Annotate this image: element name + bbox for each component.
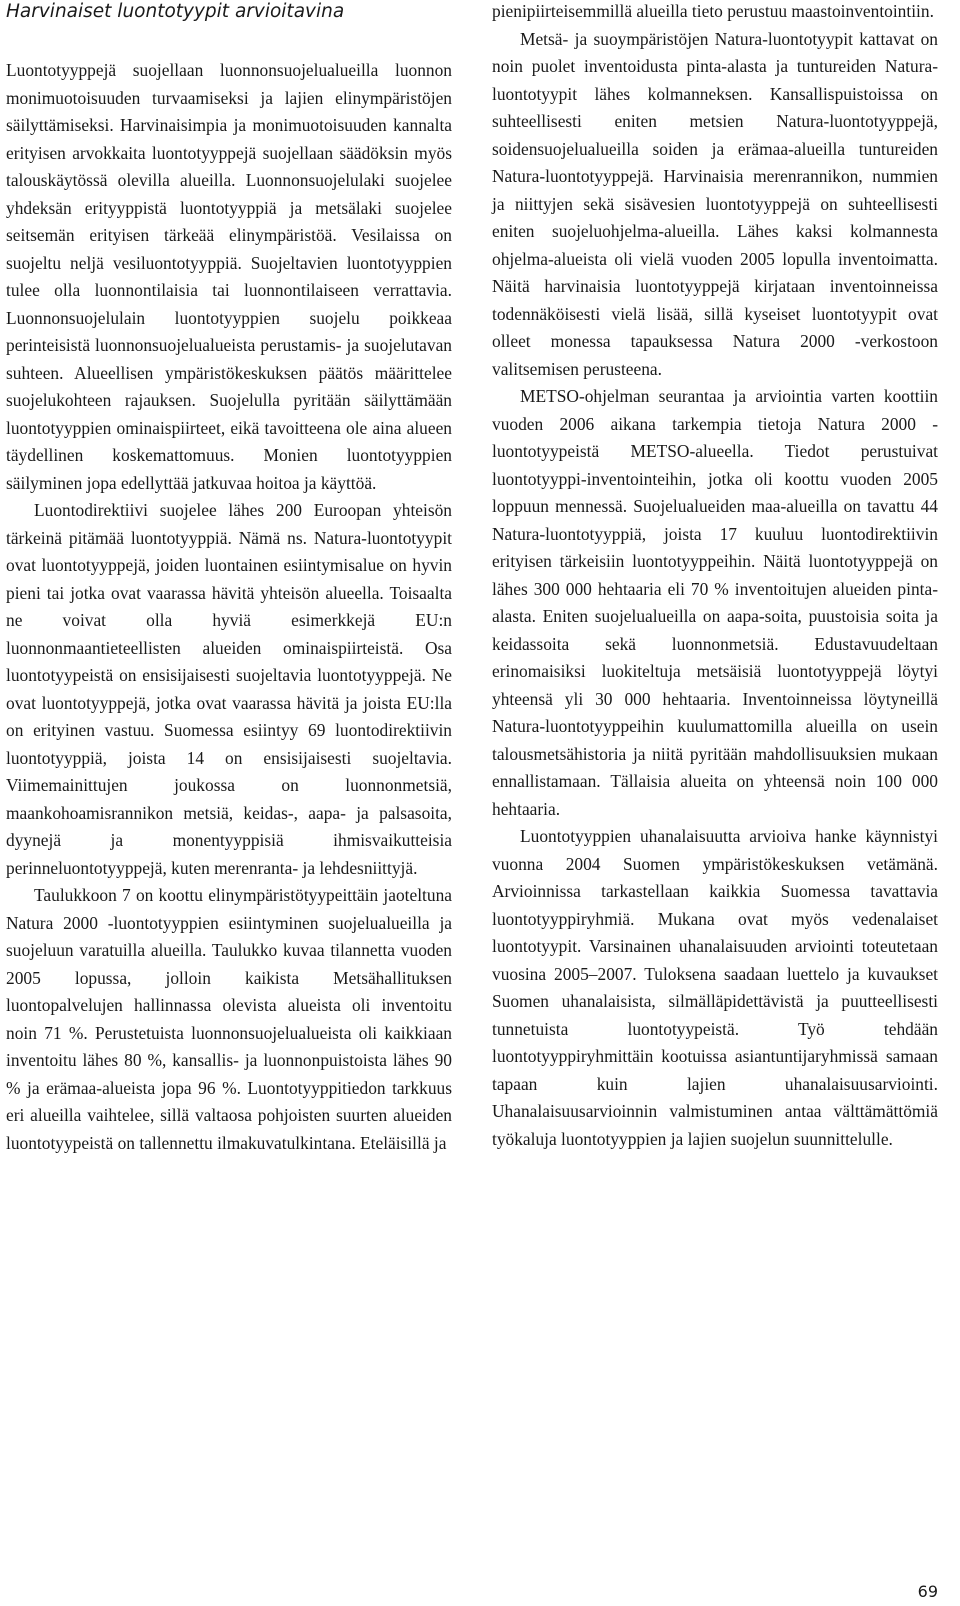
section-heading: Harvinaiset luontotyypit arvioitavina	[6, 1, 345, 22]
left-column	[6, 0, 452, 1157]
paragraph: Luontotyyppien uhanalaisuutta arvioiva hanke käynnistyi vuonna 2004 Suomen ympäristökeskuksen vetämänä. Arvioinnissa tarkastellaan kaikkia Suomessa tavattavia luontotyyppiryhmiä. Mukana ovat myös vedenalaiset luontotyypit. Varsinainen uhanalaisuuden arviointi toteutetaan vuosina 2005–2007. Tuloksena saadaan luettelo ja kuvaukset Suomen uhanalaisista, silmälläpidettävistä ja puutteellisesti tunnetuista luontotyypeistä. Työ tehdään luontotyyppiryhmittäin kootuissa asiantuntijaryhmissä samaan tapaan kuin lajien uhanalaisuusarviointi. Uhanalaisuusarvioinnin valmistuminen antaa välttämättömiä työkaluja luontotyyppien ja lajien suojelun suunnittelulle.	[492, 826, 938, 1149]
paragraph: Luontodirektiivi suojelee lähes 200 Euroopan yhteisön tärkeinä pitämää luontotyyppiä. Nämä ns. Natura-luontotyypit ovat luontotyyppejä, joiden luontainen esiintymisalue on hyvin pieni tai jotka ovat vaarassa hävitä yhteisön alueella. Toisaalta ne voivat olla hyviä esimerkkejä EU:n luonnonmaantieteellisten alueiden ominaispiirteistä. Osa luontotyypeistä on ensisijaisesti suojeltavia luontotyyppejä. Ne ovat luontotyyppejä, jotka ovat vaarassa hävitä ja joista EU:lla on erityinen vastuu. Suomessa esiintyy 69 luontodirektiivin luontotyyppiä, joista 14 on ensisijaisesti suojeltavia. Viimemainittujen joukossa on luonnonmetsiä, maankohoamisrannikon metsiä, keidas-, aapa- ja palsasoita, dyynejä ja monentyyppisiä ihmisvaikutteisia perinneluontotyyppejä, kuten merenranta- ja lehdesniittyjä.	[6, 500, 452, 878]
paragraph: Metsä- ja suoympäristöjen Natura-luontotyypit kattavat on noin puolet inventoidusta pinta-alasta ja tuntureiden Natura-luontotyypit lähes kolmanneksen. Kansallispuistoissa on suhteellisesti eniten metsien Natura-luontotyyppejä, soidensuojelualueilla soiden ja erämaa-alueilla tuntureiden Natura-luontotyyppejä. Harvinaisia merenrannikon, nummien ja niittyjen sekä sisävesien luontotyyppejä on suhteellisesti eniten suojeluohjelma-alueilla. Lähes kaksi kolmannesta ohjelma-alueista oli vielä vuoden 2005 lopulla inventoimatta. Näitä harvinaisia luontotyyppejä kirjataan inventoinneissa todennäköisesti vielä lisää, sillä kyseiset luontotyypit ovat olleet monessa tapauksessa Natura 2000 -verkostoon valitsemisen perusteena.	[492, 28, 938, 379]
paragraph: Luontotyyppejä suojellaan luonnonsuojelualueilla luonnon monimuotoisuuden turvaamiseksi ja lajien elinympäristöjen säilyttämiseksi. Harvinaisimpia ja monimuotoisuuden kannalta erityisen arvokkaita luontotyyppejä suojellaan säädöksin myös talouskäytössä olevilla alueilla. Luonnonsuojelulaki suojelee yhdeksän erityyppistä luontotyyppiä ja metsälaki suojelee seitsemän erityisen tärkeää elinympäristöä. Vesilaissa on suojeltu neljä vesiluontotyyppiä. Suojeltavien luontotyyppien tulee olla luonnontilaisia tai luonnontilaiseen verrattavia. Luonnonsuojelulain luontotyyppien suojelu poikkeaa perinteisistä luonnonsuojelualueista perustamis- ja suojelutavan suhteen. Alueellisen ympäristökeskuksen päätös määrittelee suojelukohteen rajauksen. Suojelulla pyritään säilyttämään luontotyyppien ominaispiirteet, eikä tavoitteena ole aina alueen täydellinen koskemattomuus. Monien luontotyyppien säilyminen jopa edellyttää jatkuvaa hoitoa ja käyttöä.	[6, 60, 452, 493]
page-number: 69	[917, 1582, 938, 1601]
paragraph: METSO-ohjelman seurantaa ja arviointia varten koottiin vuoden 2006 aikana tarkempia tietoja Natura 2000 -luontotyypeistä METSO-alueella. Tiedot perustuivat luontotyyppi-inventointeihin, jotka oli koottu vuoden 2005 loppuun mennessä. Suojelualueiden maa-alueilla on tavattu 44 Natura-luontotyyppiä, joista 17 kuuluu luontodirektiivin erityisen tärkeisiin luontotyyppeihin. Näitä luontotyyppejä on lähes 300 000 hehtaaria eli 70 % inventoitujen alueiden pinta-alasta. Eniten suojelualueilla on aapa-soita, puustoisia soita ja keidassoita sekä luonnonmetsiä. Edustavuudeltaan erinomaisiksi luokiteltuja metsäisiä luontotyyppejä löytyi yhteensä yli 30 000 hehtaaria. Inventoinneissa löytyneillä Natura-luontotyyppeihin kuulumattomilla alueilla on usein talousmetsähistoria ja niitä pyritään mahdollisuuksien mukaan ennallistamaan. Tällaisia alueita on yhteensä noin 100 000 hehtaaria.	[492, 386, 938, 819]
paragraph-continued: pienipiirteisemmillä alueilla tieto perustuu maastoinventointiin.	[492, 1, 934, 21]
right-column	[492, 0, 938, 1153]
paragraph: Taulukkoon 7 on koottu elinympäristötyypeittäin jaoteltuna Natura 2000 -luontotyyppien esiintyminen suojelualueilla ja suojeluun varatuilla alueilla. Taulukko kuvaa tilannetta vuoden 2005 lopussa, jolloin kaikista Metsähallituksen luontopalvelujen hallinnassa olevista alueista oli inventoitu noin 71 %. Perustetuista luonnonsuojelualueista oli kaikkiaan inventoitu lähes 80 %, kansallis- ja luonnonpuistoista lähes 90 % ja erämaa-alueista jopa 96 %. Luontotyyppitiedon tarkkuus eri alueilla vaihtelee, sillä valtaosa pohjoisten suurten alueiden luontotyypeistä on tallennettu ilmakuvatulkintana. Eteläisillä ja	[6, 885, 452, 1153]
